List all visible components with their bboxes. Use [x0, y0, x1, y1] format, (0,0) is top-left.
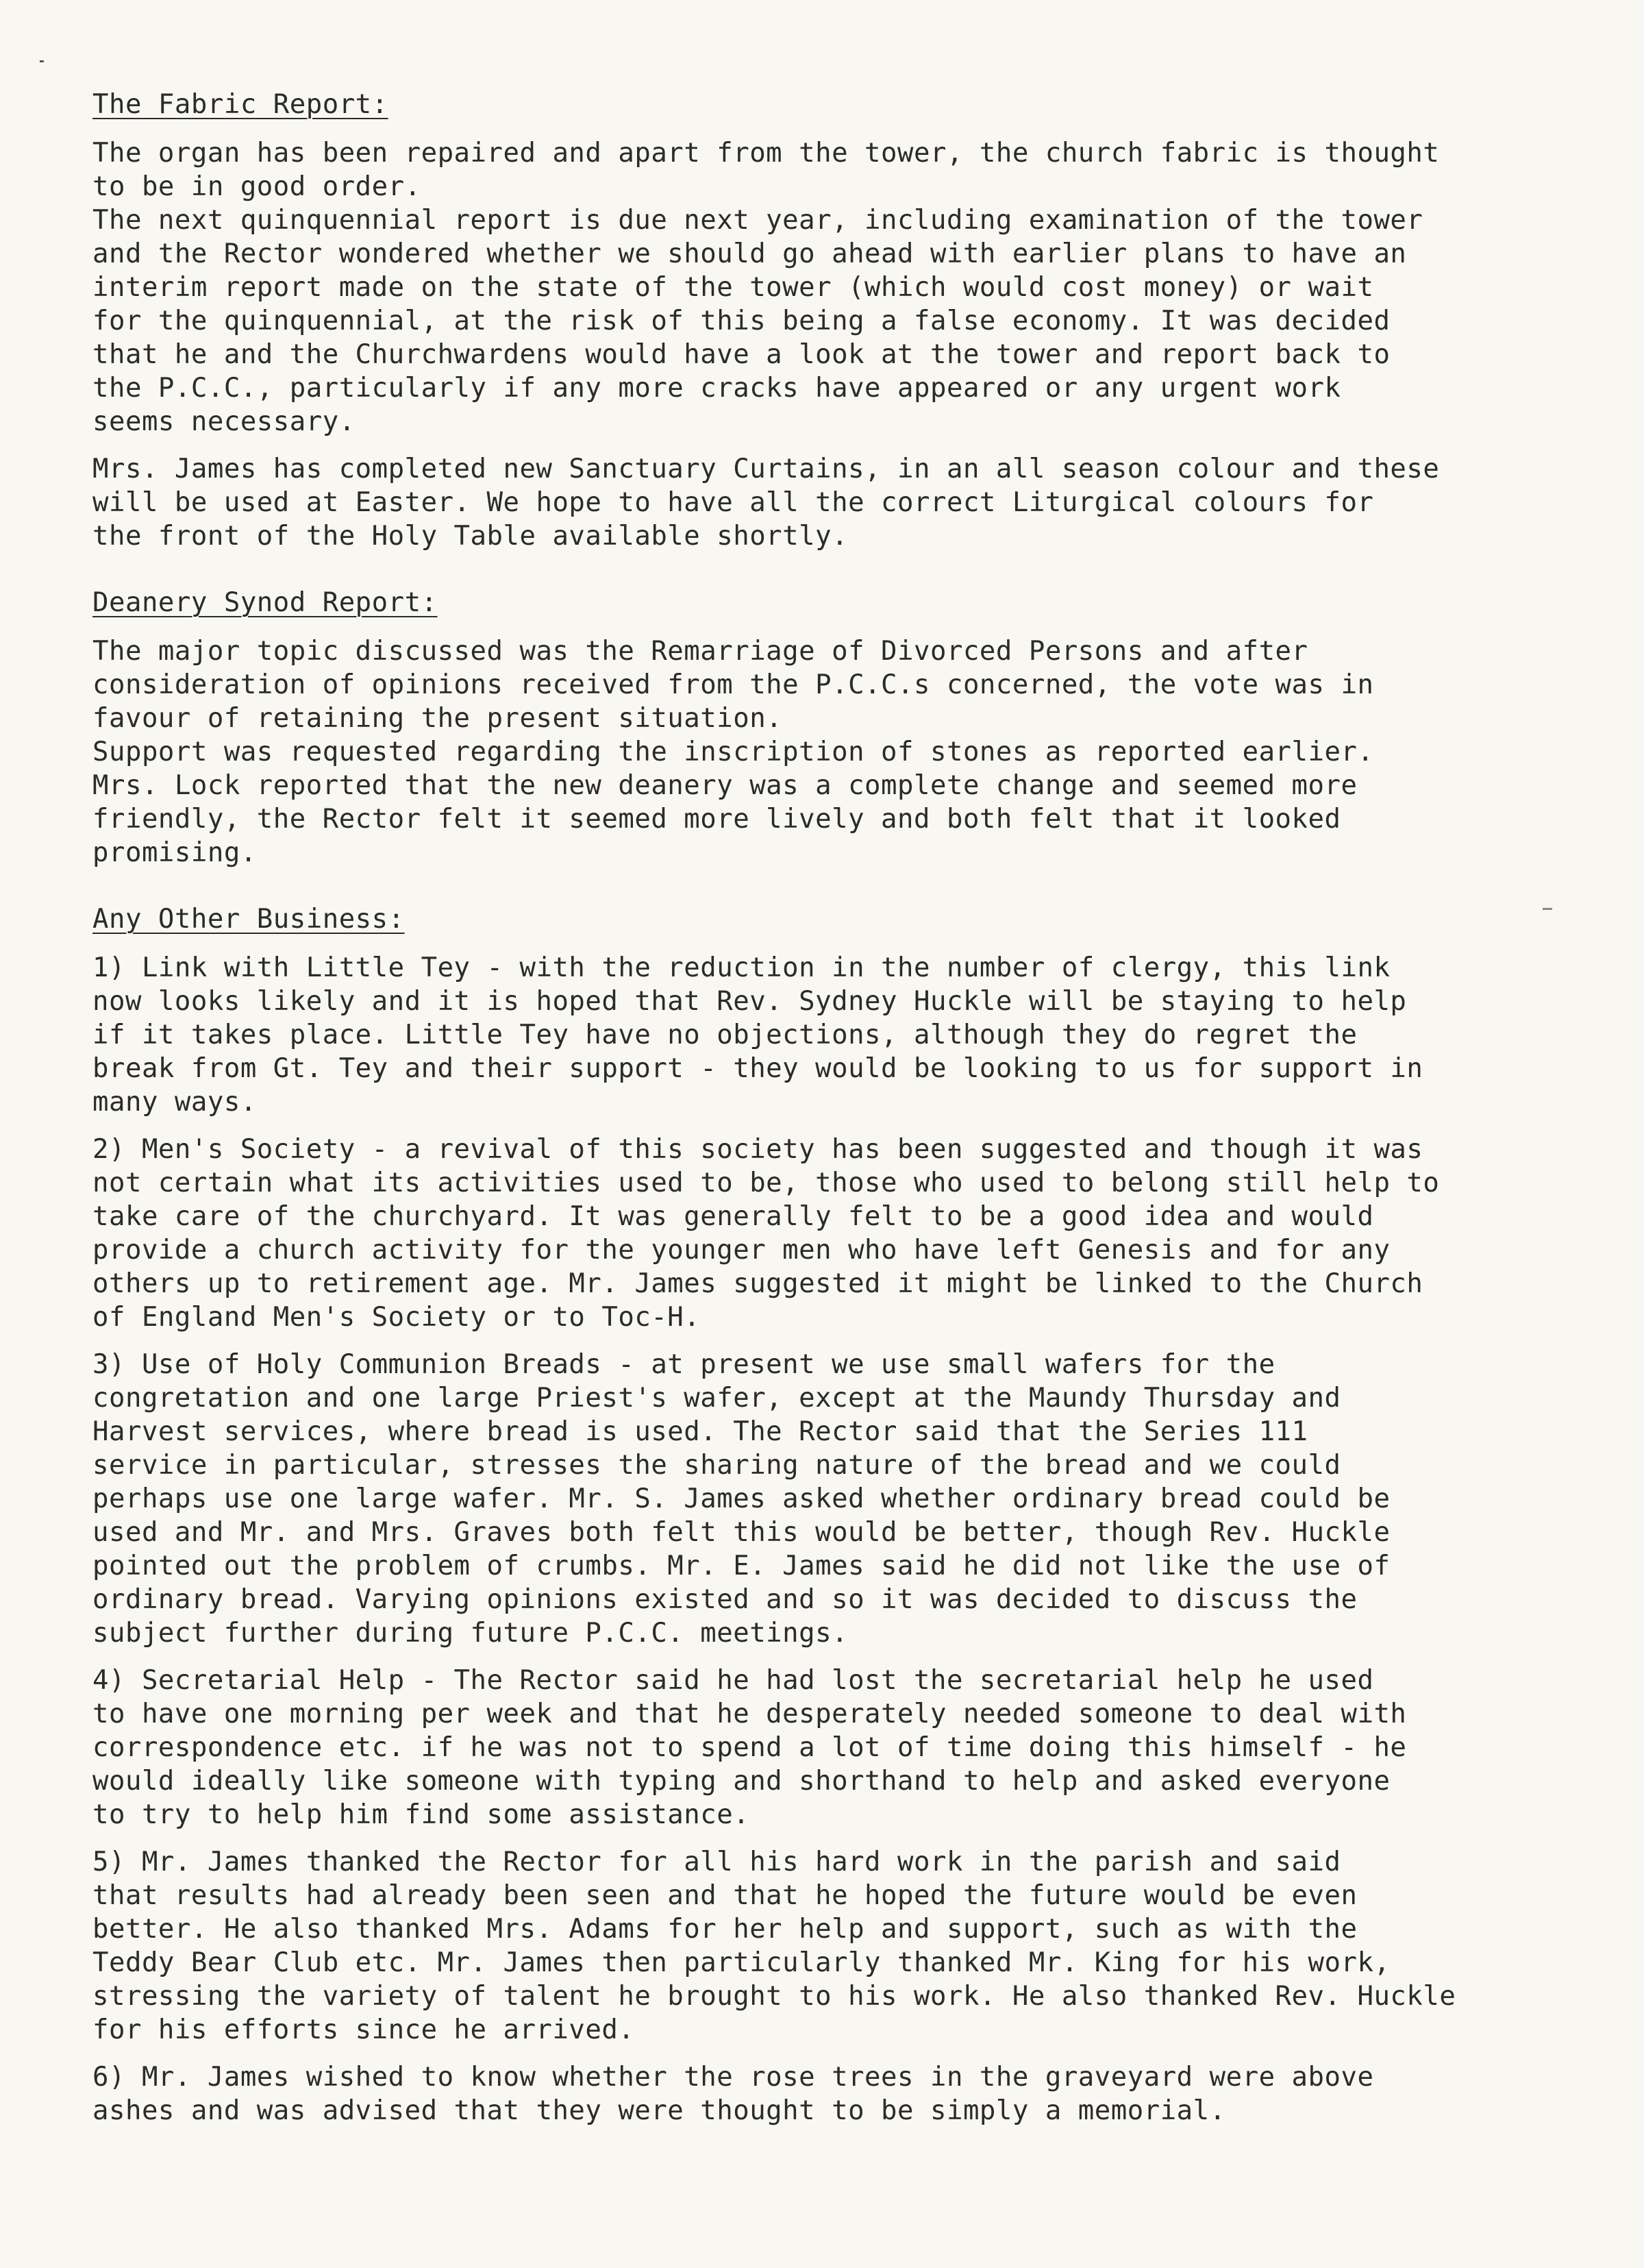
- any-other-business-section: [92, 902, 1579, 2128]
- business-item: 5) Mr. James thanked the Rector for all his hard work in the parish and said that results had already been seen and that he hoped the future would be even better. He also thanked Mrs. Adams for her help and support, such as with the Teddy Bear Club etc. Mr. James then particularly thanked Mr. King for his work, stressing the variety of talent he brought to his work. He also thanked Rev. Huckle for his efforts since he arrived.: [92, 1847, 1456, 2045]
- business-item: 2) Men's Society - a revival of this society has been suggested and though it was not certain what its activities used to be, those who used to belong still help to take care of the churchyard. It was generally felt to be a good idea and would provide a church activity for the younger men who have left Genesis and for any others up to retirement age. Mr. James suggested it might be linked to the Church of England Men's Society or to Toc-H.: [92, 1134, 1440, 1333]
- stray-mark: [40, 60, 44, 62]
- business-item: 3) Use of Holy Communion Breads - at present we use small wafers for the congretation and one large Priest's wafer, except at the Maundy Thursday and Harvest services, where bread is used. The Rector said that the Series 111 service in particular, stresses the sharing nature of the bread and we could perhaps use one large wafer. Mr. S. James asked whether ordinary bread could be used and Mr. and Mrs. Graves both felt this would be better, though Rev. Huckle pointed out the problem of crumbs. Mr. E. James said he did not like the use of ordinary bread. Varying opinions existed and so it was decided to discuss the subject further during future P.C.C. meetings.: [92, 1349, 1391, 1649]
- document-body: [92, 88, 1579, 2160]
- any-other-business-heading: Any Other Business:: [92, 904, 405, 935]
- business-item: 1) Link with Little Tey - with the reduction in the number of clergy, this link now looks likely and it is hoped that Rev. Sydney Huckle will be staying to help if it takes place. Little Tey have no objections, although they do regret the break from Gt. Tey and their support - they would be looking to us for support in many ways.: [92, 952, 1423, 1118]
- fabric-report-paragraph: Mrs. James has completed new Sanctuary Curtains, in an all season colour and these will be used at Easter. We hope to have all the correct Liturgical colours for the front of the Holy Table available shortly.: [92, 454, 1440, 552]
- deanery-synod-paragraph: The major topic discussed was the Remarriage of Divorced Persons and after consideration of opinions received from the P.C.C.s concerned, the vote was in favour of retaining the present situation. Support was requested regarding the inscription of stones as reported earlier. Mrs. Lock reported that the new deanery was a complete change and seemed more friendly, the Rector felt it seemed more lively and both felt that it looked promising.: [92, 636, 1374, 868]
- business-item: 6) Mr. James wished to know whether the rose trees in the graveyard were above ashes and was advised that they were thought to be simply a memorial.: [92, 2062, 1374, 2126]
- deanery-synod-heading: Deanery Synod Report:: [92, 587, 438, 618]
- fabric-report-section: [92, 88, 1579, 553]
- fabric-report-heading: The Fabric Report:: [92, 89, 388, 120]
- fabric-report-paragraph: The organ has been repaired and apart from the tower, the church fabric is thought to be in good order. The next quinquennial report is due next year, including examination of the tower and the Rector wondered whether we should go ahead with earlier plans to have an interim report made on the state of the tower (which would cost money) or wait for the quinquennial, at the risk of this being a false economy. It was decided that he and the Churchwardens would have a look at the tower and report back to the P.C.C., particularly if any more cracks have appeared or any urgent work seems necessary.: [92, 138, 1440, 437]
- deanery-synod-section: [92, 586, 1579, 870]
- business-item: 4) Secretarial Help - The Rector said he had lost the secretarial help he used to have one morning per week and that he desperately needed someone to deal with correspondence etc. if he was not to spend a lot of time doing this himself - he would ideally like someone with typing and shorthand to help and asked everyone to try to help him find some assistance.: [92, 1665, 1407, 1830]
